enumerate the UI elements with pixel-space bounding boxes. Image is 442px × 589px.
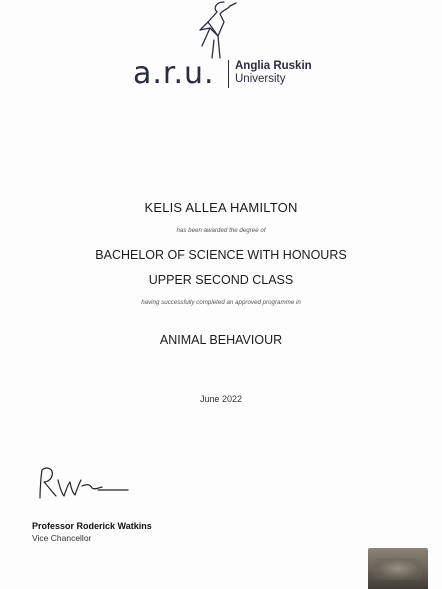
awarded-text: has been awarded the degree of (176, 227, 266, 234)
university-name-line2: University (235, 73, 286, 85)
signature-icon (32, 462, 132, 502)
university-name-line1: Anglia Ruskin (235, 60, 312, 72)
university-logo (0, 56, 442, 90)
degree-title: BACHELOR OF SCIENCE WITH HONOURS (95, 248, 347, 262)
logo-wordmark: a.r.u. (133, 56, 215, 91)
logo-divider (228, 60, 229, 88)
heron-logo-icon (190, 0, 246, 60)
award-date: June 2022 (199, 394, 243, 404)
recipient-name: KELIS ALLEA HAMILTON (144, 200, 298, 215)
hologram-seal (368, 548, 428, 589)
signatory-name: Professor Roderick Watkins (32, 521, 152, 531)
subject-name: ANIMAL BEHAVIOUR (159, 333, 283, 347)
signatory-role: Vice Chancellor (32, 533, 92, 543)
degree-classification: UPPER SECOND CLASS (148, 273, 294, 287)
completed-text: having successfully completed an approved programme in (141, 299, 301, 306)
university-name (235, 60, 312, 86)
